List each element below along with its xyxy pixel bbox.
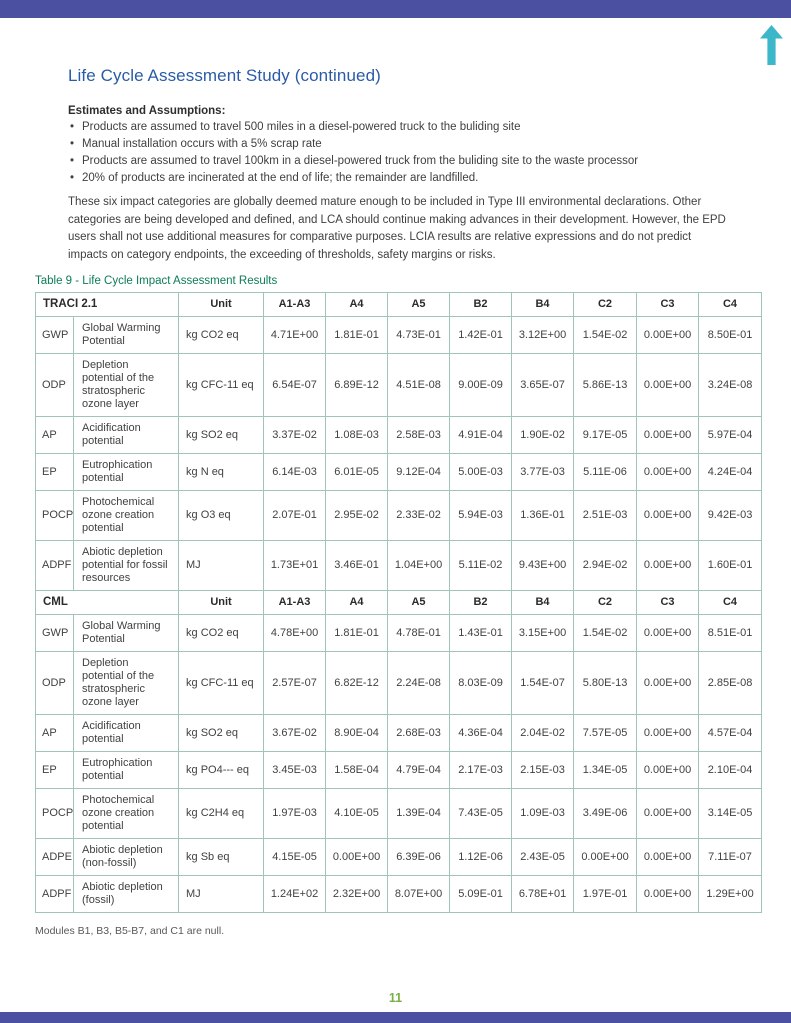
assumption-item: • Manual installation occurs with a 5% scrap rate (68, 136, 762, 153)
section-header-row (36, 293, 762, 317)
value-cell: 3.67E-02 (264, 715, 326, 752)
impact-name-cell: Abiotic depletion (non-fossil) (74, 839, 179, 876)
module-header-cell: C4 (699, 591, 762, 615)
value-cell: 2.58E-03 (388, 417, 450, 454)
value-cell: 4.36E-04 (450, 715, 512, 752)
value-cell: 3.45E-03 (264, 752, 326, 789)
value-cell: 5.11E-06 (574, 454, 637, 491)
value-cell: 5.00E-03 (450, 454, 512, 491)
value-cell: 1.81E-01 (326, 317, 388, 354)
value-cell: 4.15E-05 (264, 839, 326, 876)
value-cell: 0.00E+00 (637, 715, 699, 752)
value-cell: 0.00E+00 (637, 354, 699, 417)
impact-name-cell: Eutrophication potential (74, 454, 179, 491)
impact-code-cell: GWP (36, 317, 74, 354)
impact-code-cell: AP (36, 417, 74, 454)
value-cell: 2.94E-02 (574, 541, 637, 591)
table-row (36, 615, 762, 652)
unit-cell: MJ (179, 876, 264, 913)
value-cell: 1.54E-02 (574, 615, 637, 652)
header-bar (0, 0, 791, 18)
table-row (36, 839, 762, 876)
unit-cell: MJ (179, 541, 264, 591)
impact-code-cell: AP (36, 715, 74, 752)
value-cell: 2.68E-03 (388, 715, 450, 752)
table-row (36, 541, 762, 591)
table-row (36, 876, 762, 913)
impact-name-cell: Global Warming Potential (74, 317, 179, 354)
table-row (36, 752, 762, 789)
unit-header-cell: Unit (179, 591, 264, 615)
value-cell: 4.79E-04 (388, 752, 450, 789)
section-name-cell: CML (36, 591, 179, 615)
table-footnote: Modules B1, B3, B5-B7, and C1 are null. (35, 925, 225, 938)
value-cell: 4.10E-05 (326, 789, 388, 839)
value-cell: 8.50E-01 (699, 317, 762, 354)
section-name-cell: TRACI 2.1 (36, 293, 179, 317)
value-cell: 3.49E-06 (574, 789, 637, 839)
value-cell: 4.73E-01 (388, 317, 450, 354)
value-cell: 2.57E-07 (264, 652, 326, 715)
impact-code-cell: ODP (36, 354, 74, 417)
value-cell: 6.54E-07 (264, 354, 326, 417)
value-cell: 1.29E+00 (699, 876, 762, 913)
module-header-cell: A4 (326, 591, 388, 615)
value-cell: 4.91E-04 (450, 417, 512, 454)
body-paragraph: These six impact categories are globally deemed mature enough to be included in Type III environmental declarations. Other categories are being developed and defined, and LCA should continue making advances in their development. However, the EPD users shall not use additional measures for comparative purposes. LCIA results are relative expressions and do not predict impacts on category endpoints, the exceeding of thresholds, safety margins or risks. (68, 196, 726, 261)
value-cell: 9.17E-05 (574, 417, 637, 454)
impact-code-cell: EP (36, 752, 74, 789)
value-cell: 7.43E-05 (450, 789, 512, 839)
impact-name-cell: Acidification potential (74, 417, 179, 454)
value-cell: 0.00E+00 (637, 615, 699, 652)
value-cell: 9.00E-09 (450, 354, 512, 417)
value-cell: 9.42E-03 (699, 491, 762, 541)
value-cell: 3.15E+00 (512, 615, 574, 652)
impact-name-cell: Depletion potential of the stratospheric ozone layer (74, 354, 179, 417)
value-cell: 6.89E-12 (326, 354, 388, 417)
value-cell: 3.14E-05 (699, 789, 762, 839)
value-cell: 1.54E-02 (574, 317, 637, 354)
value-cell: 1.09E-03 (512, 789, 574, 839)
value-cell: 2.43E-05 (512, 839, 574, 876)
value-cell: 1.58E-04 (326, 752, 388, 789)
unit-cell: kg N eq (179, 454, 264, 491)
value-cell: 1.43E-01 (450, 615, 512, 652)
impact-code-cell: ADPF (36, 541, 74, 591)
impact-name-cell: Photochemical ozone creation potential (74, 491, 179, 541)
table-row (36, 317, 762, 354)
impact-code-cell: POCP (36, 789, 74, 839)
value-cell: 1.42E-01 (450, 317, 512, 354)
value-cell: 1.12E-06 (450, 839, 512, 876)
value-cell: 0.00E+00 (637, 789, 699, 839)
assumption-item: • Products are assumed to travel 100km in a diesel-powered truck from the buliding site to the waste processor (68, 153, 762, 170)
value-cell: 2.95E-02 (326, 491, 388, 541)
unit-cell: kg O3 eq (179, 491, 264, 541)
value-cell: 1.34E-05 (574, 752, 637, 789)
unit-cell: kg SO2 eq (179, 417, 264, 454)
value-cell: 0.00E+00 (637, 317, 699, 354)
table-row (36, 715, 762, 752)
value-cell: 4.51E-08 (388, 354, 450, 417)
value-cell: 2.15E-03 (512, 752, 574, 789)
impact-code-cell: ODP (36, 652, 74, 715)
module-header-cell: A1-A3 (264, 591, 326, 615)
value-cell: 8.90E-04 (326, 715, 388, 752)
value-cell: 3.46E-01 (326, 541, 388, 591)
impact-code-cell: EP (36, 454, 74, 491)
unit-cell: kg CFC-11 eq (179, 652, 264, 715)
value-cell: 3.77E-03 (512, 454, 574, 491)
value-cell: 5.86E-13 (574, 354, 637, 417)
module-header-cell: C2 (574, 591, 637, 615)
module-header-cell: B4 (512, 591, 574, 615)
value-cell: 3.24E-08 (699, 354, 762, 417)
assumptions-heading: Estimates and Assumptions: (68, 105, 226, 118)
value-cell: 3.37E-02 (264, 417, 326, 454)
value-cell: 1.90E-02 (512, 417, 574, 454)
impact-name-cell: Eutrophication potential (74, 752, 179, 789)
value-cell: 1.39E-04 (388, 789, 450, 839)
impact-name-cell: Photochemical ozone creation potential (74, 789, 179, 839)
value-cell: 6.78E+01 (512, 876, 574, 913)
value-cell: 2.32E+00 (326, 876, 388, 913)
table-row (36, 454, 762, 491)
value-cell: 5.80E-13 (574, 652, 637, 715)
value-cell: 5.11E-02 (450, 541, 512, 591)
impact-name-cell: Abiotic depletion potential for fossil resources (74, 541, 179, 591)
value-cell: 6.14E-03 (264, 454, 326, 491)
lcia-results-table (35, 292, 762, 913)
value-cell: 4.24E-04 (699, 454, 762, 491)
value-cell: 1.81E-01 (326, 615, 388, 652)
value-cell: 4.71E+00 (264, 317, 326, 354)
value-cell: 8.07E+00 (388, 876, 450, 913)
value-cell: 5.94E-03 (450, 491, 512, 541)
value-cell: 2.85E-08 (699, 652, 762, 715)
value-cell: 0.00E+00 (637, 752, 699, 789)
value-cell: 5.09E-01 (450, 876, 512, 913)
value-cell: 5.97E-04 (699, 417, 762, 454)
value-cell: 3.12E+00 (512, 317, 574, 354)
assumption-item: • 20% of products are incinerated at the end of life; the remainder are landfilled. (68, 170, 762, 187)
value-cell: 2.10E-04 (699, 752, 762, 789)
impact-code-cell: POCP (36, 491, 74, 541)
value-cell: 6.01E-05 (326, 454, 388, 491)
value-cell: 0.00E+00 (637, 541, 699, 591)
impact-code-cell: GWP (36, 615, 74, 652)
value-cell: 9.12E-04 (388, 454, 450, 491)
value-cell: 8.03E-09 (450, 652, 512, 715)
impact-code-cell: ADPF (36, 876, 74, 913)
value-cell: 4.78E-01 (388, 615, 450, 652)
page-number: 11 (388, 991, 403, 1005)
impact-name-cell: Abiotic depletion (fossil) (74, 876, 179, 913)
value-cell: 6.82E-12 (326, 652, 388, 715)
value-cell: 0.00E+00 (637, 876, 699, 913)
value-cell: 7.11E-07 (699, 839, 762, 876)
impact-name-cell: Global Warming Potential (74, 615, 179, 652)
value-cell: 9.43E+00 (512, 541, 574, 591)
value-cell: 0.00E+00 (637, 417, 699, 454)
value-cell: 1.08E-03 (326, 417, 388, 454)
value-cell: 1.24E+02 (264, 876, 326, 913)
unit-cell: kg C2H4 eq (179, 789, 264, 839)
lcia-table-body (36, 293, 762, 913)
module-header-cell: A1-A3 (264, 293, 326, 317)
value-cell: 0.00E+00 (637, 454, 699, 491)
value-cell: 3.65E-07 (512, 354, 574, 417)
value-cell: 4.78E+00 (264, 615, 326, 652)
value-cell: 1.73E+01 (264, 541, 326, 591)
value-cell: 0.00E+00 (637, 652, 699, 715)
unit-cell: kg Sb eq (179, 839, 264, 876)
table-row (36, 417, 762, 454)
module-header-cell: C3 (637, 293, 699, 317)
value-cell: 0.00E+00 (574, 839, 637, 876)
value-cell: 7.57E-05 (574, 715, 637, 752)
page-content (0, 18, 791, 937)
module-header-cell: A4 (326, 293, 388, 317)
value-cell: 1.97E-01 (574, 876, 637, 913)
value-cell: 6.39E-06 (388, 839, 450, 876)
module-header-cell: B4 (512, 293, 574, 317)
value-cell: 8.51E-01 (699, 615, 762, 652)
section-header-row (36, 591, 762, 615)
assumptions-list (68, 119, 762, 187)
value-cell: 2.33E-02 (388, 491, 450, 541)
unit-cell: kg CO2 eq (179, 615, 264, 652)
impact-code-cell: ADPE (36, 839, 74, 876)
module-header-cell: C2 (574, 293, 637, 317)
unit-cell: kg PO4--- eq (179, 752, 264, 789)
unit-cell: kg SO2 eq (179, 715, 264, 752)
module-header-cell: C4 (699, 293, 762, 317)
value-cell: 1.04E+00 (388, 541, 450, 591)
table-caption: Table 9 - Life Cycle Impact Assessment Results (35, 275, 278, 288)
value-cell: 4.57E-04 (699, 715, 762, 752)
value-cell: 1.36E-01 (512, 491, 574, 541)
table-row (36, 652, 762, 715)
value-cell: 2.04E-02 (512, 715, 574, 752)
impact-name-cell: Acidification potential (74, 715, 179, 752)
table-row (36, 789, 762, 839)
table-row (36, 354, 762, 417)
value-cell: 1.54E-07 (512, 652, 574, 715)
value-cell: 2.51E-03 (574, 491, 637, 541)
module-header-cell: C3 (637, 591, 699, 615)
value-cell: 0.00E+00 (637, 839, 699, 876)
assumption-item: • Products are assumed to travel 500 miles in a diesel-powered truck to the buliding site (68, 119, 762, 136)
impact-name-cell: Depletion potential of the stratospheric ozone layer (74, 652, 179, 715)
page-title: Life Cycle Assessment Study (continued) (68, 66, 381, 85)
module-header-cell: A5 (388, 293, 450, 317)
unit-cell: kg CFC-11 eq (179, 354, 264, 417)
value-cell: 2.07E-01 (264, 491, 326, 541)
value-cell: 2.17E-03 (450, 752, 512, 789)
value-cell: 1.97E-03 (264, 789, 326, 839)
value-cell: 0.00E+00 (637, 491, 699, 541)
footer-bar (0, 1012, 791, 1023)
module-header-cell: B2 (450, 591, 512, 615)
value-cell: 0.00E+00 (326, 839, 388, 876)
table-row (36, 491, 762, 541)
value-cell: 1.60E-01 (699, 541, 762, 591)
value-cell: 2.24E-08 (388, 652, 450, 715)
unit-header-cell: Unit (179, 293, 264, 317)
module-header-cell: B2 (450, 293, 512, 317)
unit-cell: kg CO2 eq (179, 317, 264, 354)
module-header-cell: A5 (388, 591, 450, 615)
